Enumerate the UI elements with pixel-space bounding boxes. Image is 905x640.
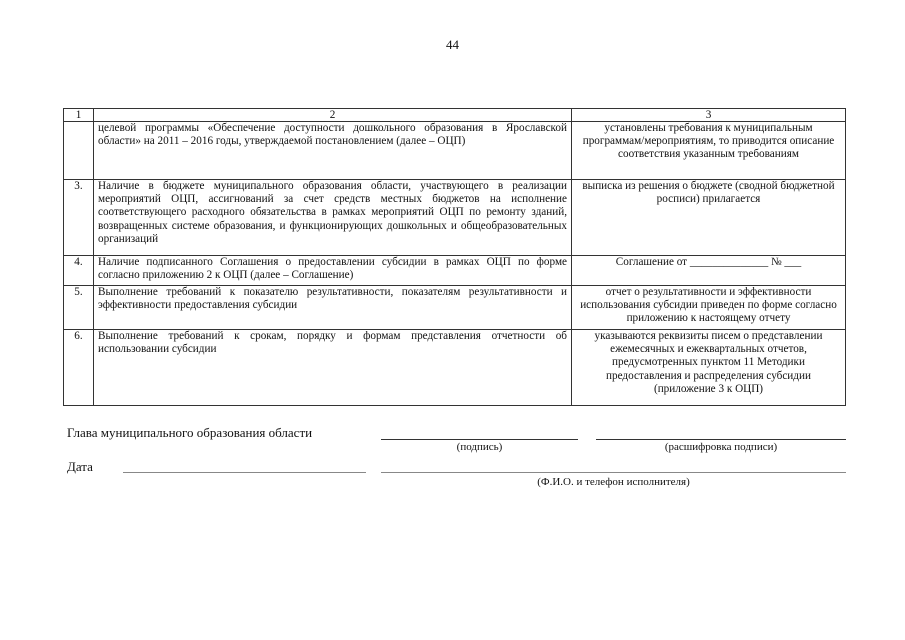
row-requirement: целевой программы «Обеспечение доступности дошкольного образования в Ярославской области» на 2011 – 2016 годы, утверждаемой постановлением (далее – ОЦП) — [94, 122, 572, 180]
row-requirement: Выполнение требований к показателю результативности, показателям результативности и эффективности предоставления субсидии — [94, 286, 572, 330]
row-number: 3. — [64, 180, 94, 256]
row-requirement: Наличие подписанного Соглашения о предоставлении субсидии в рамках ОЦП по форме согласно приложению 2 к ОЦП (далее – Соглашение) — [94, 256, 572, 286]
requirements-table — [63, 108, 846, 406]
executor-line — [381, 472, 846, 473]
table-row — [64, 180, 846, 256]
head-label: Глава муниципального образования области — [67, 425, 313, 440]
header-cell-2: 2 — [94, 109, 572, 122]
page-number: 44 — [446, 37, 459, 52]
row-requirement: Наличие в бюджете муниципального образования области, участвующего в реализации мероприятий ОЦП, ассигнований за счет средств местных бюджетов на исполнение соответствующего расходного обязательства в рамках мероприятий ОЦП по ремонту зданий, возвращенных системе образования, и функционирующих дошкольных и общеобразовательных организаций — [94, 180, 572, 256]
header-cell-3: 3 — [572, 109, 846, 122]
row-confirmation: отчет о результативности и эффективности использования субсидии приведен по форме согласно приложению к настоящему отчету — [572, 286, 846, 330]
table-row — [64, 122, 846, 180]
row-confirmation: выписка из решения о бюджете (сводной бюджетной росписи) прилагается — [572, 180, 846, 256]
row-confirmation: указываются реквизиты писем о представлении ежемесячных и ежеквартальных отчетов, предусмотренных пунктом 11 Методики предоставления и распределения субсидии (приложение 3 к ОЦП) — [572, 330, 846, 406]
row-confirmation: Соглашение от ______________ № ___ — [572, 256, 846, 286]
row-number: 4. — [64, 256, 94, 286]
signature-caption: (подпись) — [456, 441, 503, 453]
row-number: 5. — [64, 286, 94, 330]
table-header-row — [64, 109, 846, 122]
date-label: Дата — [67, 459, 93, 474]
decode-line — [596, 439, 846, 440]
signature-line — [381, 439, 578, 440]
header-cell-1: 1 — [64, 109, 94, 122]
table-row — [64, 330, 846, 406]
table-row — [64, 286, 846, 330]
row-number: 6. — [64, 330, 94, 406]
row-number — [64, 122, 94, 180]
row-requirement: Выполнение требований к срокам, порядку и формам представления отчетности об использовании субсидии — [94, 330, 572, 406]
table-row — [64, 256, 846, 286]
decode-caption: (расшифровка подписи) — [664, 441, 778, 453]
row-confirmation: установлены требования к муниципальным программам/мероприятиям, то приводится описание соответствия указанным требованиям — [572, 122, 846, 180]
executor-caption: (Ф.И.О. и телефон исполнителя) — [537, 476, 690, 488]
date-line — [123, 472, 366, 473]
